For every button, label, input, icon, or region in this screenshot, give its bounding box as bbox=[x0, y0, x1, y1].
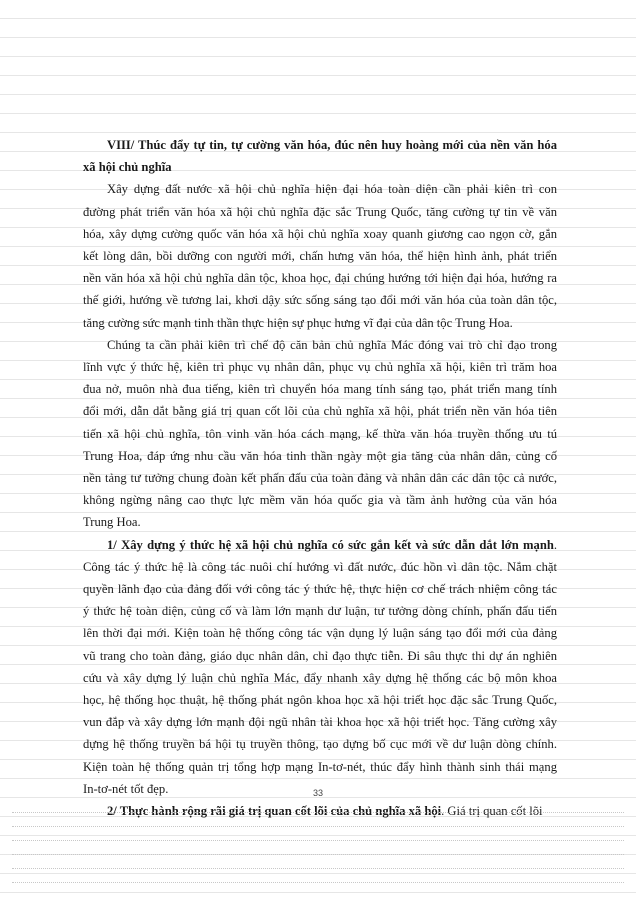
paragraph-line: không ngừng nâng cao thực lực mềm văn hóa quốc gia và tầm ảnh hưởng của văn hóa bbox=[83, 493, 557, 508]
paragraph-line: In-tơ-nét tốt đẹp. bbox=[83, 781, 169, 796]
dotted-guide bbox=[12, 826, 624, 827]
paragraph-line: ý thức hệ toàn diện, củng cố và làm lớn mạnh dư luận, tư tưởng dòng chính, phấn đấu tiến bbox=[83, 604, 557, 619]
paragraph-line: đường phát triển văn hóa xã hội chủ nghĩa đặc sắc Trung Quốc, tăng cường tự tin về văn bbox=[83, 204, 557, 219]
subsection-1 bbox=[83, 534, 557, 800]
heading-line: VIII/ Thúc đẩy tự tin, tự cường văn hóa, đúc nên huy hoàng mới của nền văn hóa bbox=[107, 138, 557, 152]
paragraph-line: Kiện toàn hệ thống quản trị tổng hợp mạng In-tơ-nét, thúc đẩy hình thành sinh thái mạng bbox=[83, 759, 557, 774]
dotted-guide bbox=[12, 840, 624, 841]
paragraph-line: Trung Hoa, đáp ứng nhu cầu văn hóa tinh thần ngày một gia tăng của nhân dân, củng cố bbox=[83, 448, 557, 463]
dotted-guide bbox=[12, 882, 624, 883]
paragraph-line: nền văn hóa xã hội chủ nghĩa dân tộc, khoa học, đại chúng hướng tới hiện đại hóa, hướng ra bbox=[83, 271, 557, 286]
paragraph-line: học, hệ thống học thuật, hệ thống phát ngôn khoa học xã hội triết học đặc sắc Trung Quốc, bbox=[83, 693, 557, 708]
paragraph-line: Công tác ý thức hệ là công tác nuôi chí hướng vì đất nước, đúc hồn vì dân tộc. Nắm chặt bbox=[83, 559, 557, 574]
paragraph-line: vũ trang cho toàn đảng, giáo dục nhân dân, chỉ đạo thực tiễn. Đi sâu thực thi dự án nghiên bbox=[83, 648, 557, 663]
paragraph-line: kết lòng dân, bồi dưỡng con người mới, chấn hưng văn hóa, thể hiện hình ảnh, phát triển bbox=[83, 249, 557, 264]
subsection-1-title: 1/ Xây dựng ý thức hệ xã hội chủ nghĩa có sức gắn kết và sức dẫn dắt lớn mạnh bbox=[107, 537, 554, 552]
subsection-2-text: . Giá trị quan cốt lõi bbox=[441, 804, 543, 819]
dotted-guide bbox=[12, 868, 624, 869]
subsection-heading-line bbox=[83, 534, 557, 556]
paragraph-line: cứu và xây dựng lý luận chủ nghĩa Mác, đẩy nhanh xây dựng hệ thống các bộ môn khoa bbox=[83, 670, 557, 685]
subsection-2-title: 2/ Thực hành rộng rãi giá trị quan cốt lõi của chủ nghĩa xã hội bbox=[107, 804, 442, 819]
paragraph-line: thế giới, hướng về tương lai, khơi dậy sức sống sáng tạo đổi mới văn hóa của toàn dân tộc, bbox=[83, 293, 557, 308]
paragraph-line: đổi mới, dẫn dắt bằng giá trị quan cốt lõi của chủ nghĩa xã hội, phát triển nền văn hóa tiên bbox=[83, 404, 557, 419]
paragraph-line: vun đắp và xây dựng lớn mạnh đội ngũ nhân tài khoa học xã hội triết học. Tăng cường xây bbox=[83, 715, 557, 730]
paragraph-line: tăng cường sức mạnh tinh thần thực hiện sự phục hưng vĩ đại của dân tộc Trung Hoa. bbox=[83, 315, 513, 330]
section-heading bbox=[83, 134, 557, 178]
paragraph-line: lĩnh vực ý thức hệ, kiên trì phục vụ nhân dân, phục vụ chủ nghĩa xã hội, kiên trì trăm hoa bbox=[83, 360, 557, 375]
paragraph-line: quyền lãnh đạo của đảng đối với công tác ý thức hệ, thực hiện cơ chế trách nhiệm công tác bbox=[83, 582, 557, 597]
dotted-guide bbox=[12, 812, 624, 813]
paragraph-line: tiến xã hội chủ nghĩa, tôn vinh văn hóa cách mạng, kế thừa văn hóa truyền thống ưu tú bbox=[83, 426, 557, 441]
paragraph-line: Chúng ta cần phải kiên trì chế độ căn bản chủ nghĩa Mác đóng vai trò chỉ đạo trong bbox=[107, 337, 557, 352]
paragraph-line: đua nở, muôn nhà đua tiếng, kiên trì chuyển hóa mang tính sáng tạo, phát triển mang tính bbox=[83, 382, 557, 397]
dotted-guide bbox=[12, 854, 624, 855]
paragraph-line: hóa, xây dựng cường quốc văn hóa xã hội chủ nghĩa xoay quanh giương cao ngọn cờ, gắn bbox=[83, 226, 557, 241]
page-number: 33 bbox=[312, 788, 323, 798]
paragraph-line: lên thời đại mới. Kiện toàn hệ thống công tác vận dụng lý luận sáng tạo đổi mới của đảng bbox=[83, 626, 557, 641]
paragraph bbox=[83, 334, 557, 534]
paragraph-line: nền tảng tư tưởng chung đoàn kết phấn đấu của toàn đảng và nhân dân các dân tộc cả nước, bbox=[83, 471, 557, 486]
paragraph bbox=[83, 178, 557, 333]
subsection-1-title-end: . bbox=[553, 537, 557, 552]
paragraph-line: Xây dựng đất nước xã hội chủ nghĩa hiện đại hóa toàn diện cần phải kiên trì con bbox=[107, 182, 557, 197]
document-body bbox=[83, 134, 557, 822]
heading-line: xã hội chủ nghĩa bbox=[83, 160, 172, 175]
paragraph-line: Trung Hoa. bbox=[83, 515, 141, 530]
paragraph-line: dựng hệ thống truyền bá hội tụ truyền thông, tạo dựng bố cục mới về dư luận dòng chính. bbox=[83, 737, 557, 752]
